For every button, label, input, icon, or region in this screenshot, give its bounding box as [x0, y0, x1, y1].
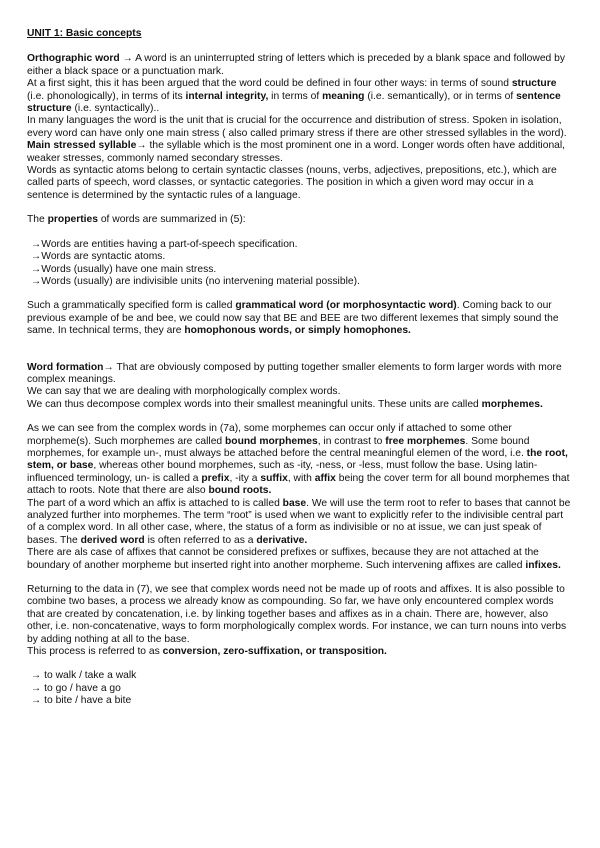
list-item: →Words are entities having a part-of-speech specification. [31, 238, 298, 250]
paragraph-morphemes: We can thus decompose complex words into their smallest meaningful units. These units are called morphemes. [27, 398, 543, 410]
arrow-icon: → [103, 361, 114, 373]
term-orthographic-word: Orthographic word [27, 53, 120, 65]
document-body [27, 28, 573, 708]
paragraph-stress: In many languages the word is the unit that is crucial for the occurrence and distribution of stress. Spoken in isolation, every word can have only one main stress ( also called primary stress if there are other stressed syllables in the word). [27, 115, 567, 139]
paragraph-orthographic-word: Orthographic word → A word is an uninterrupted string of letters which is preceded by a blank space and followed by either a black space or a punctuation mark. [27, 53, 566, 77]
list-item: → to go / have a go [31, 682, 121, 694]
arrow-icon: → [31, 670, 42, 682]
list-item: →Words (usually) have one main stress. [31, 263, 217, 275]
examples-list [27, 670, 573, 707]
paragraph-complex-words: We can say that we are dealing with morphologically complex words. [27, 386, 341, 398]
unit-title: UNIT 1: Basic concepts [27, 28, 142, 39]
list-item: → to walk / take a walk [31, 670, 137, 682]
paragraph-base: The part of a word which an affix is attached to is called base. We will use the term root to refer to bases that cannot be analyzed further into morphemes. The term “root” is used when we want to explicitly refer to the indivisible central part of a complex word. In all other case, where, the status of a form as indivisible or no at issue, we can just speak of bases. The derived word is often referred to as a derivative. [27, 497, 571, 546]
arrow-icon: → [31, 251, 42, 263]
arrow-icon: → [31, 263, 42, 275]
arrow-icon: → [31, 238, 42, 250]
paragraph-grammatical-word: Such a grammatically specified form is called grammatical word (or morphosyntactic word). Coming back to our previous example of be and bee, we could now say that BE and BEE are two different lexemes that simply sound the same. In technical terms, they are homophonous words, or simply homophones. [27, 300, 559, 337]
arrow-icon: → [31, 275, 42, 287]
paragraph-word-definitions: At a first sight, this it has been argued that the word could be defined in four other ways: in terms of sound structure (i.e. phonologically), in terms of its internal integrity, in terms of meaning (i.e. semantically), or in terms of sentence structure (i.e. syntactically).. [27, 78, 561, 115]
paragraph-conversion: This process is referred to as conversion, zero-suffixation, or transposition. [27, 646, 387, 658]
paragraph-properties-intro: The properties of words are summarized in (5): [27, 214, 246, 226]
paragraph-compounding: Returning to the data in (7), we see that complex words need not be made up of roots and affixes. It is also possible to combine two bases, a process we already know as compounding. So far, we have only encountered complex words that are created by concatenation, i.e. by linking together bases and affixes as in a chain. There are, however, also other, i.e. non-concatenative, ways to form morphologically complex words. For instance, we can turn nouns into verbs by adding nothing at all to the base. [27, 584, 567, 645]
arrow-icon: → [122, 53, 133, 65]
list-item: → to bite / have a bite [31, 695, 132, 707]
paragraph-word-formation: Word formation→ That are obviously composed by putting together smaller elements to form larger words with more complex meanings. [27, 361, 562, 385]
properties-list [27, 239, 573, 289]
list-item: →Words (usually) are indivisible units (no intervening material possible). [31, 275, 360, 287]
paragraph-infixes: There are als case of affixes that cannot be considered prefixes or suffixes, because they are not attached at the boundary of another morpheme but inserted right into another morpheme. Such intervening affixes are called infixes. [27, 547, 561, 571]
list-item: →Words are syntactic atoms. [31, 251, 166, 263]
paragraph-bound-morphemes: As we can see from the complex words in (7a), some morphemes can occur only if attached to some other morpheme(s). Such morphemes are called bound morphemes, in contrast to free morphemes. Some bound morphemes, for example un-, must always be attached before the central meaningful elemen of the word, i.e. the root, stem, or base, whereas other bound morphemes, such as -ity, -ness, or -less, must follow the base. Using latin-influenced terminology, un- is called a prefix, -ity a suffix, with affix being the cover term for all bound morphemes that attach to roots. Note that there are also bound roots. [27, 423, 570, 497]
term-word-formation: Word formation [27, 361, 104, 373]
arrow-icon: → [31, 695, 42, 707]
paragraph-main-stressed-syllable: Main stressed syllable→ the syllable which is the most prominent one in a word. Longer words often have additional, weaker stresses, commonly named secondary stresses. [27, 140, 566, 164]
arrow-icon: → [136, 140, 147, 152]
paragraph-syntactic-atoms: Words as syntactic atoms belong to certain syntactic classes (nouns, verbs, adjectives, prepositions, etc.), which are called parts of speech, word classes, or syntactic categories. The position in which a given word may occur in a sentence is determined by the syntactic rules of a language. [27, 165, 557, 201]
arrow-icon: → [31, 682, 42, 694]
term-main-stressed-syllable: Main stressed syllable [27, 140, 137, 152]
